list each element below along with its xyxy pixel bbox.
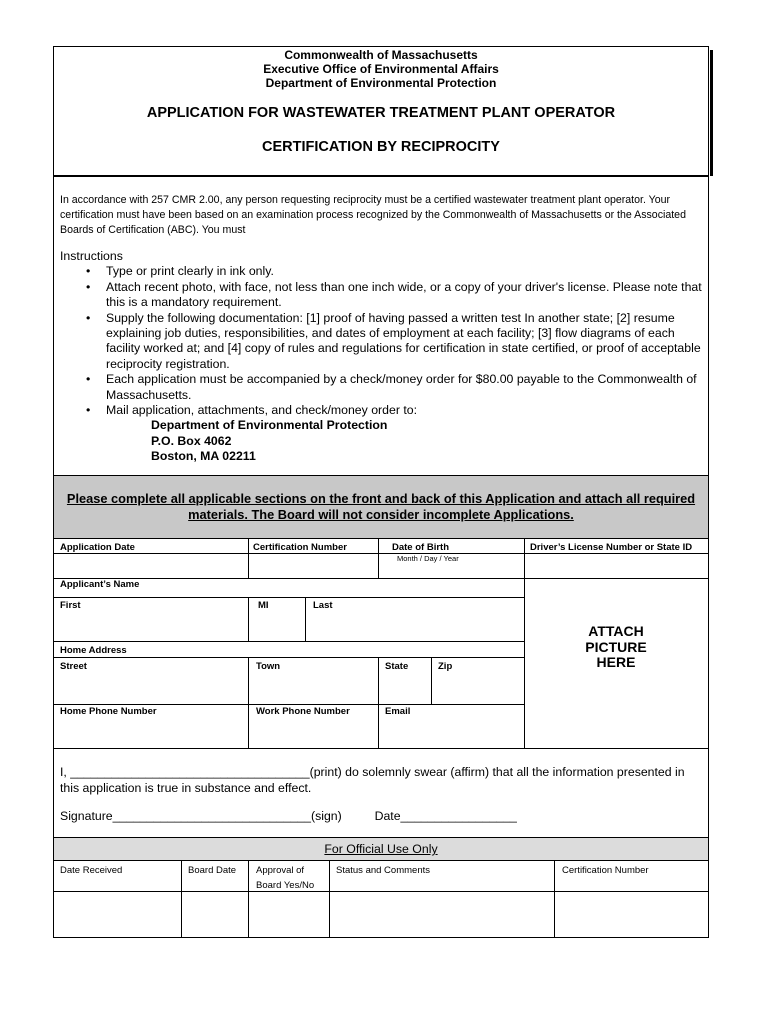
grid-line bbox=[54, 891, 708, 892]
instruction-item: • Supply the following documentation: [1] proof of having passed a written test In another state; [2] resume explaining job duties, responsibilities, and dates of employment at each facility; [3] flow diagrams of each facility worked at; and [4] copy of rules and regulations for certification in state certified, or proof of acceptable reciprocity registration. bbox=[86, 310, 701, 371]
mailing-address-line: Boston, MA 02211 bbox=[151, 449, 256, 464]
grid-line bbox=[378, 539, 379, 578]
intro-paragraph: In accordance with 257 CMR 2.00, any person requesting reciprocity must be a certified wastewater treatment plant operator. Your certification must have been based on an examination process recognized by the Commonwealth of Massachusetts or the Associated Boards of Certification (ABC). You must bbox=[60, 194, 686, 236]
instruction-item: • Type or print clearly in ink only. bbox=[86, 264, 274, 279]
completion-notice-text: Please complete all applicable sections on the front and back of this Application and attach all required materials. The Board will not consider incomplete Applications. bbox=[66, 491, 696, 522]
date-of-birth-label: Date of Birth bbox=[392, 542, 449, 553]
certification-number-label: Certification Number bbox=[253, 542, 347, 553]
attach-picture-line: PICTURE bbox=[585, 638, 647, 655]
instruction-item: • Mail application, attachments, and check/money order to: bbox=[86, 403, 418, 418]
dob-format-hint: Month / Day / Year bbox=[397, 554, 459, 563]
org-line-department: Department of Environmental Protection bbox=[265, 76, 497, 90]
grid-line bbox=[524, 539, 525, 748]
official-certification-number-label: Certification Number bbox=[562, 865, 649, 876]
form-subtitle: CERTIFICATION BY RECIPROCITY bbox=[262, 139, 500, 155]
bullet-icon: • bbox=[86, 264, 91, 279]
bullet-icon: • bbox=[86, 279, 91, 294]
instruction-item: • Attach recent photo, with face, not less than one inch wide, or a copy of your driver's license. Please note that this is a mandatory requirement. bbox=[86, 279, 702, 310]
grid-line bbox=[329, 861, 330, 938]
grid-line bbox=[248, 539, 249, 578]
grid-line bbox=[248, 657, 249, 748]
grid-line bbox=[431, 657, 432, 704]
form-header bbox=[54, 47, 708, 177]
instructions-heading: Instructions bbox=[60, 249, 123, 263]
grid-line bbox=[54, 748, 708, 749]
status-comments-label: Status and Comments bbox=[336, 865, 430, 876]
license-label: Driver’s License Number or State ID bbox=[530, 542, 693, 553]
form-title: APPLICATION FOR WASTEWATER TREATMENT PLANT OPERATOR bbox=[146, 105, 616, 121]
application-form bbox=[53, 46, 709, 938]
last-name-label: Last bbox=[313, 600, 333, 611]
middle-initial-label: MI bbox=[258, 600, 269, 611]
grid-line bbox=[54, 657, 524, 658]
grid-line bbox=[554, 861, 555, 938]
grid-line bbox=[378, 657, 379, 748]
mailing-address-line: Department of Environmental Protection bbox=[151, 418, 388, 433]
date-field: Date_________________ bbox=[374, 809, 517, 823]
work-phone-label: Work Phone Number bbox=[256, 706, 350, 717]
email-label: Email bbox=[385, 706, 411, 717]
applicant-name-label: Applicant’s Name bbox=[60, 579, 140, 590]
official-use-heading: For Official Use Only bbox=[54, 837, 708, 861]
town-label: Town bbox=[256, 661, 281, 672]
first-name-label: First bbox=[60, 600, 81, 611]
bullet-icon: • bbox=[86, 403, 91, 418]
header-shadow bbox=[710, 50, 713, 176]
bullet-icon: • bbox=[86, 372, 91, 387]
zip-label: Zip bbox=[438, 661, 453, 672]
attach-picture-line: ATTACH bbox=[588, 623, 644, 639]
attach-picture-line: HERE bbox=[596, 654, 636, 670]
instructions-section bbox=[60, 249, 705, 465]
home-phone-label: Home Phone Number bbox=[60, 706, 157, 717]
date-received-label: Date Received bbox=[60, 865, 123, 876]
state-label: State bbox=[385, 661, 409, 672]
grid-line bbox=[54, 578, 708, 579]
grid-line bbox=[181, 861, 182, 938]
org-line-commonwealth: Commonwealth of Massachusetts bbox=[284, 48, 478, 62]
grid-line bbox=[54, 704, 524, 705]
instructions-list bbox=[60, 264, 705, 418]
home-address-label: Home Address bbox=[60, 645, 127, 656]
grid-line bbox=[305, 597, 306, 641]
bullet-icon: • bbox=[86, 310, 91, 325]
completion-notice bbox=[54, 475, 708, 539]
org-line-executive-office: Executive Office of Environmental Affairs bbox=[263, 62, 499, 76]
street-label: Street bbox=[60, 661, 87, 672]
grid-line bbox=[54, 597, 524, 598]
mailing-address-line: P.O. Box 4062 bbox=[151, 433, 232, 448]
oath-statement: I, ___________________________________(print) do solemnly swear (affirm) that all the information presented in this application is true in substance and effect. bbox=[60, 765, 685, 795]
signature-field: Signature_____________________________(sign) bbox=[60, 809, 342, 823]
instruction-item: • Each application must be accompanied by a check/money order for $80.00 payable to the Commonwealth of Massachusetts. bbox=[86, 372, 697, 402]
grid-line bbox=[54, 641, 524, 642]
attach-picture-area bbox=[551, 624, 681, 671]
approval-label: Approval of Board Yes/No bbox=[256, 865, 315, 891]
grid-line bbox=[248, 861, 249, 938]
application-date-label: Application Date bbox=[60, 542, 135, 553]
signature-line bbox=[60, 809, 517, 823]
grid-line bbox=[54, 553, 708, 554]
board-date-label: Board Date bbox=[188, 865, 237, 876]
grid-line bbox=[248, 597, 249, 641]
